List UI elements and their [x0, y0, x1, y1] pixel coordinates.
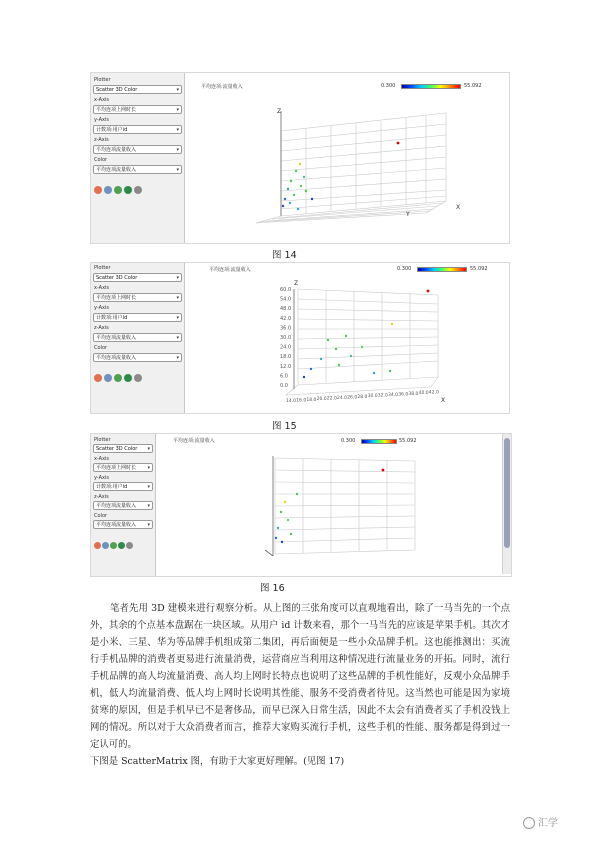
watermark-text: 汇学 [538, 818, 558, 829]
plotter-label: Plotter [94, 265, 111, 271]
rotate-icon[interactable] [114, 186, 122, 194]
x-tick-label: 36.0 [398, 392, 409, 398]
z-tick-label: 24.0 [280, 344, 292, 351]
color-scale-bar [417, 267, 467, 272]
x-axis-select[interactable]: 平均连项上网时长 ▾ [93, 105, 182, 114]
color-scale-bar [401, 84, 461, 89]
x-axis-letter: X [456, 204, 461, 211]
z-tick-label: 36.0 [280, 325, 292, 332]
zoom-icon[interactable] [102, 542, 109, 549]
chevron-down-icon: ▾ [147, 484, 150, 490]
data-point [305, 190, 307, 192]
data-point [382, 469, 385, 472]
color-tool-icon[interactable] [124, 186, 132, 194]
chevron-down-icon: ▾ [176, 107, 179, 113]
plotter-panel [91, 263, 185, 413]
x-tick-label: 26.0 [347, 395, 358, 401]
plot-toolbar [94, 179, 144, 188]
data-point [287, 188, 289, 190]
x-axis-select[interactable]: 平均连项上网时长 ▾ [93, 463, 153, 472]
z-axis-label: z-Axis [94, 494, 109, 500]
z-tick-label: 60.0 [280, 287, 292, 293]
x-tick-label: 40.0 [418, 391, 429, 397]
x-tick-label: 22.0 [326, 396, 337, 402]
data-point [289, 202, 291, 204]
data-point [338, 364, 340, 366]
data-point [391, 323, 393, 325]
y-axis-select[interactable]: 计数项:用户id ▾ [93, 482, 153, 491]
data-point [287, 519, 289, 521]
color-label: Color [94, 513, 108, 519]
data-point [397, 142, 400, 145]
z-tick-label: 54.0 [280, 296, 292, 303]
y-axis-label: y-Axis [94, 305, 109, 311]
chevron-down-icon: ▾ [176, 147, 179, 153]
z-tick-label: 42.0 [280, 315, 292, 322]
chevron-down-icon: ▾ [176, 335, 179, 341]
wechat-icon [523, 817, 535, 829]
color-select[interactable]: 平均连项流量收入 ▾ [93, 520, 153, 529]
colorbar-max: 55.092 [399, 438, 417, 444]
data-point [361, 346, 363, 348]
y-axis-select[interactable]: 计数项:用户id ▾ [93, 125, 182, 134]
plotter-select[interactable]: Scatter 3D Color ▾ [93, 85, 182, 94]
data-point [427, 290, 430, 293]
y-axis-label: y-Axis [94, 475, 109, 481]
data-point [310, 368, 312, 370]
chevron-down-icon: ▾ [176, 295, 179, 301]
plotter-label: Plotter [94, 77, 111, 83]
z-tick-label: 0.0 [280, 383, 288, 389]
x-axis-select[interactable]: 平均连项上网时长 ▾ [93, 293, 182, 302]
z-axis-select[interactable]: 平均连项流量收入 ▾ [93, 145, 182, 154]
x-tick-label: 20.0 [316, 397, 327, 403]
grid [256, 113, 446, 223]
data-point [290, 180, 292, 182]
y-axis-select[interactable]: 计数项:用户id ▾ [93, 313, 182, 322]
chevron-down-icon: ▾ [147, 522, 150, 528]
data-point [373, 372, 375, 374]
plotter-panel [91, 73, 185, 243]
data-point [327, 339, 329, 341]
data-point [280, 511, 282, 513]
select-tool-icon[interactable] [94, 542, 101, 549]
plot-toolbar [94, 367, 144, 376]
plot-title: 平均连项:流量收入 [201, 84, 243, 90]
color-label: Color [94, 345, 108, 351]
colorbar-max: 55.092 [464, 83, 482, 89]
data-point [335, 348, 337, 350]
chevron-down-icon: ▾ [176, 87, 179, 93]
color-tool-icon[interactable] [118, 542, 125, 549]
scattermatrix-note: 下图是 ScatterMatrix 图，有助于大家更好理解。(见图 17) [90, 756, 345, 767]
z-axis-select[interactable]: 平均连项流量收入 ▾ [93, 501, 153, 510]
color-select[interactable]: 平均连项流量收入 ▾ [93, 353, 182, 362]
data-point [303, 376, 305, 378]
x-axis-letter: X [441, 397, 446, 404]
select-tool-icon[interactable] [94, 374, 102, 382]
chevron-down-icon: ▾ [147, 446, 150, 452]
x-tick-label: 30.0 [367, 394, 378, 400]
plot-toolbar [94, 534, 134, 543]
z-axis-letter: Z [294, 280, 299, 287]
x-tick-label: 24.0 [337, 396, 348, 401]
z-tick-label: 48.0 [280, 306, 292, 313]
colorbar-max: 55.092 [470, 266, 488, 272]
plotter-select[interactable]: Scatter 3D Color ▾ [93, 444, 153, 453]
plot-title: 平均连项:流量收入 [209, 267, 251, 273]
chevron-down-icon: ▾ [176, 127, 179, 133]
color-tool-icon[interactable] [124, 374, 132, 382]
data-point [282, 205, 284, 207]
plotter-panel [91, 434, 156, 576]
z-tick-label: 18.0 [280, 354, 292, 361]
figure-14 [90, 72, 510, 244]
data-point [284, 198, 286, 200]
data-point [297, 208, 299, 210]
plotter-select[interactable]: Scatter 3D Color ▾ [93, 273, 182, 282]
grid [275, 458, 415, 554]
x-tick-label: 32.0 [377, 393, 388, 399]
zoom-icon[interactable] [104, 374, 112, 382]
chevron-down-icon: ▾ [176, 167, 179, 173]
x-tick-label: 42.0 [428, 390, 439, 396]
chevron-down-icon: ▾ [147, 503, 150, 509]
data-point [320, 358, 322, 360]
caption-figure-15: 图 15 [272, 421, 297, 432]
data-point [281, 541, 283, 543]
chevron-down-icon: ▾ [176, 275, 179, 281]
x-tick-label: 28.0 [357, 394, 368, 400]
data-point [300, 185, 302, 187]
z-tick-label: 6.0 [280, 373, 288, 380]
color-select[interactable]: 平均连项流量收入 ▾ [93, 165, 182, 174]
chevron-down-icon: ▾ [147, 465, 150, 471]
axis-lines [265, 456, 273, 556]
data-point [290, 533, 292, 535]
z-tick-label: 30.0 [280, 335, 292, 341]
z-axis-select[interactable]: 平均连项流量收入 ▾ [93, 333, 182, 342]
x-tick-label: 18.0 [306, 397, 317, 403]
x-axis-label: x-Axis [94, 285, 110, 291]
z-axis-letter: Z [277, 108, 282, 115]
caption-figure-14: 图 14 [272, 250, 297, 261]
data-point [275, 537, 277, 539]
data-point [345, 335, 347, 337]
x-tick-label: 38.0 [408, 391, 419, 397]
reset-icon[interactable] [134, 374, 142, 382]
data-point [311, 198, 313, 200]
chevron-down-icon: ▾ [176, 355, 179, 361]
z-tick-label: 12.0 [280, 363, 292, 370]
analysis-paragraph: 笔者先用 3D 建模来进行观察分析。从上图的三张角度可以直观地看出，除了一马当先的一个点外，其余的个点基本盘踞在一块区域。从用户 id 计数来看，那个一马当先的应该是苹果手机。其次才是小米、三星、华为等品牌手机组成第二集团，再后面便是一些小众品牌手机。这也能推测出：买流行手机品牌的消费者更易进行流量消费，运营商应当利用这种情况进行流量业务的开拓。同时，流行手机品牌的高人均流量消费、高人均上网时长特点也说明了这些品牌的手机性能好，反观小众品牌手机，低人均流量消费、低人均上网时长说明其性能、服务不受消费者待见。这当然也可能是因为家境贫寒的原因，但是手机早已不是奢侈品，而早已深入日常生活，因此不太会有消费者买了手机没钱上网的情况。所以对于大众消费者而言，推荐大家购买流行手机，这些手机的性能、服务都是得到过一定认可的。 [90, 603, 510, 750]
zoom-icon[interactable] [104, 186, 112, 194]
scrollbar[interactable] [502, 434, 511, 574]
colorbar-min: 0.300 [397, 266, 412, 272]
x-tick-label: 16.0 [296, 398, 307, 404]
colorbar-min: 0.300 [341, 438, 356, 444]
data-point [277, 527, 279, 529]
reset-icon[interactable] [134, 186, 142, 194]
figure-15 [90, 262, 510, 414]
rotate-icon[interactable] [114, 374, 122, 382]
figure-16 [90, 433, 512, 577]
x-axis-label: x-Axis [94, 97, 110, 103]
data-point [389, 370, 391, 372]
scatter-3d-plot[interactable] [186, 277, 507, 411]
z-axis-label: z-Axis [94, 325, 109, 331]
caption-figure-16: 图 16 [260, 583, 285, 594]
y-axis-letter: Y [406, 211, 410, 218]
data-point [296, 493, 298, 495]
x-axis-label: x-Axis [94, 456, 110, 462]
data-point [284, 501, 286, 503]
z-axis-label: z-Axis [94, 137, 109, 143]
x-tick-label: 14.0 [286, 399, 297, 404]
data-point [350, 355, 352, 357]
colorbar-min: 0.300 [381, 83, 396, 89]
x-tick-labels [286, 390, 439, 404]
y-axis-label: y-Axis [94, 117, 109, 123]
select-tool-icon[interactable] [94, 186, 102, 194]
chevron-down-icon: ▾ [176, 315, 179, 321]
scatter-3d-plot[interactable] [186, 91, 507, 241]
plot-title: 平均连项:流量收入 [173, 438, 215, 444]
rotate-icon[interactable] [110, 542, 117, 549]
scrollbar-thumb[interactable] [504, 438, 510, 548]
color-scale-bar [361, 439, 397, 444]
data-point [293, 194, 295, 196]
data-point [295, 170, 297, 172]
plotter-label: Plotter [94, 437, 111, 443]
scatter-3d-plot[interactable] [157, 446, 497, 574]
color-label: Color [94, 157, 108, 163]
data-point [303, 176, 305, 178]
watermark [523, 814, 558, 829]
z-tick-labels [280, 287, 291, 389]
x-tick-label: 34.0 [388, 393, 399, 398]
reset-icon[interactable] [126, 542, 133, 549]
data-point [299, 163, 301, 165]
